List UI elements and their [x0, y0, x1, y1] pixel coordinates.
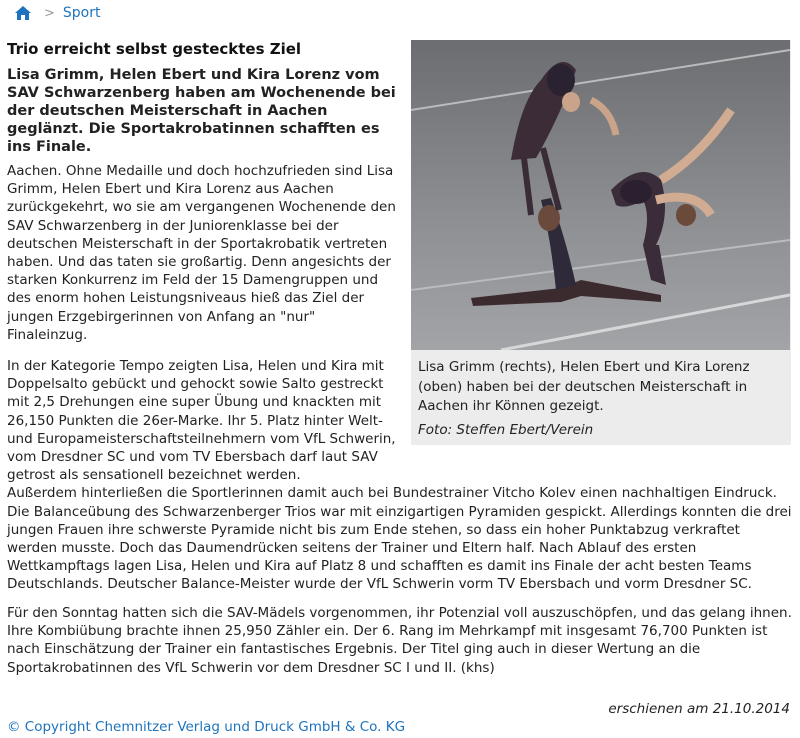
article-title: Trio erreicht selbst gestecktes Ziel	[7, 40, 302, 58]
acrobatics-photo[interactable]	[411, 40, 790, 350]
article-paragraph: Aachen. Ohne Medaille und doch hochzufrieden sind Lisa Grimm, Helen Ebert und Kira Lorenz aus Aachen zurückgekehrt, wo sie am vergangenen Wochenende den SAV Schwarzenberg in der Juniorenklasse bei der deutschen Meisterschaft in der Sportakrobatik vertreten haben. Und das taten sie großartig. Denn angesichts der starken Konkurrenz im Feld der 15 Damengruppen und des enorm hohen Leistungsniveaus hieß das Ziel der jungen Erzgebirgerinnen von Anfang an "nur" Finaleinzug.	[7, 163, 396, 343]
article-paragraph	[7, 357, 794, 594]
article-paragraph: Für den Sonntag hatten sich die SAV-Mädels vorgenommen, ihr Potenzial voll auszuschöpfen, und das gelang ihnen. Ihre Kombiübung brachte ihnen 25,950 Zähler ein. Der 6. Rang im Mehrkampf mit insgesamt 76,700 Punkten ist nach Einschätzung der Trainer ein fantastisches Ergebnis. Der Titel ging auch in dieser Wertung an die Sportakrobatinnen des VfL Schwerin vor dem Dresdner SC I und II. (khs)	[7, 605, 792, 676]
home-icon	[14, 5, 32, 21]
copyright-link[interactable]: © Copyright Chemnitzer Verlag und Druck GmbH & Co. KG	[7, 719, 406, 735]
article-paragraph-floated: In der Kategorie Tempo zeigten Lisa, Helen und Kira mit Doppelsalto gebückt und gehockt sowie Salto gestreckt mit 2,5 Drehungen eine super Übung und knackten mit 26,150 Punkten die 26er-Marke. Ihr 5. Platz hinter Welt- und Europameisterschaftsteilnehmern vom VfL Schwerin, vom Dresdner SC und vom TV Ebersbach darf laut SAV getrost als sensationell bezeichnet werden.	[7, 358, 396, 484]
article-lead: Lisa Grimm, Helen Ebert und Kira Lorenz vom SAV Schwarzenberg haben am Wochenende bei der deutschen Meisterschaft in Aachen geglänzt. Die Sportakrobatinnen schafften es ins Finale.	[7, 67, 396, 155]
publication-date: erschienen am 21.10.2014	[608, 701, 790, 717]
photo-credit: Foto: Steffen Ebert/Verein	[418, 422, 594, 438]
breadcrumb	[14, 2, 101, 24]
article-paragraph-full: Außerdem hinterließen die Sportlerinnen damit auch bei Bundestrainer Vitcho Kolev einen nachhaltigen Eindruck. Die Balanceübung des Schwarzenberger Trios war mit einzigartigen Pyramiden gespickt. Allerdings konnten die drei jungen Frauen ihre schwerste Pyramide nicht bis zum Ende stehen, so dass ein hoher Punktabzug verkraftet werden musste. Doch das Daumendrücken seitens der Trainer und Eltern half. Nach Ablauf des ersten Wettkampftags lagen Lisa, Helen und Kira auf Platz 8 und schafften es damit ins Finale der acht besten Teams Deutschlands. Deutscher Balance-Meister wurde der VfL Schwerin vorm TV Ebersbach und vorm Dresdner SC.	[7, 485, 792, 593]
photo-caption: Lisa Grimm (rechts), Helen Ebert und Kira Lorenz (oben) haben bei der deutschen Meisterschaft in Aachen ihr Können gezeigt.	[418, 359, 750, 414]
home-link[interactable]	[14, 5, 32, 21]
breadcrumb-sport-link[interactable]: Sport	[62, 5, 101, 21]
breadcrumb-separator: >	[44, 5, 55, 21]
